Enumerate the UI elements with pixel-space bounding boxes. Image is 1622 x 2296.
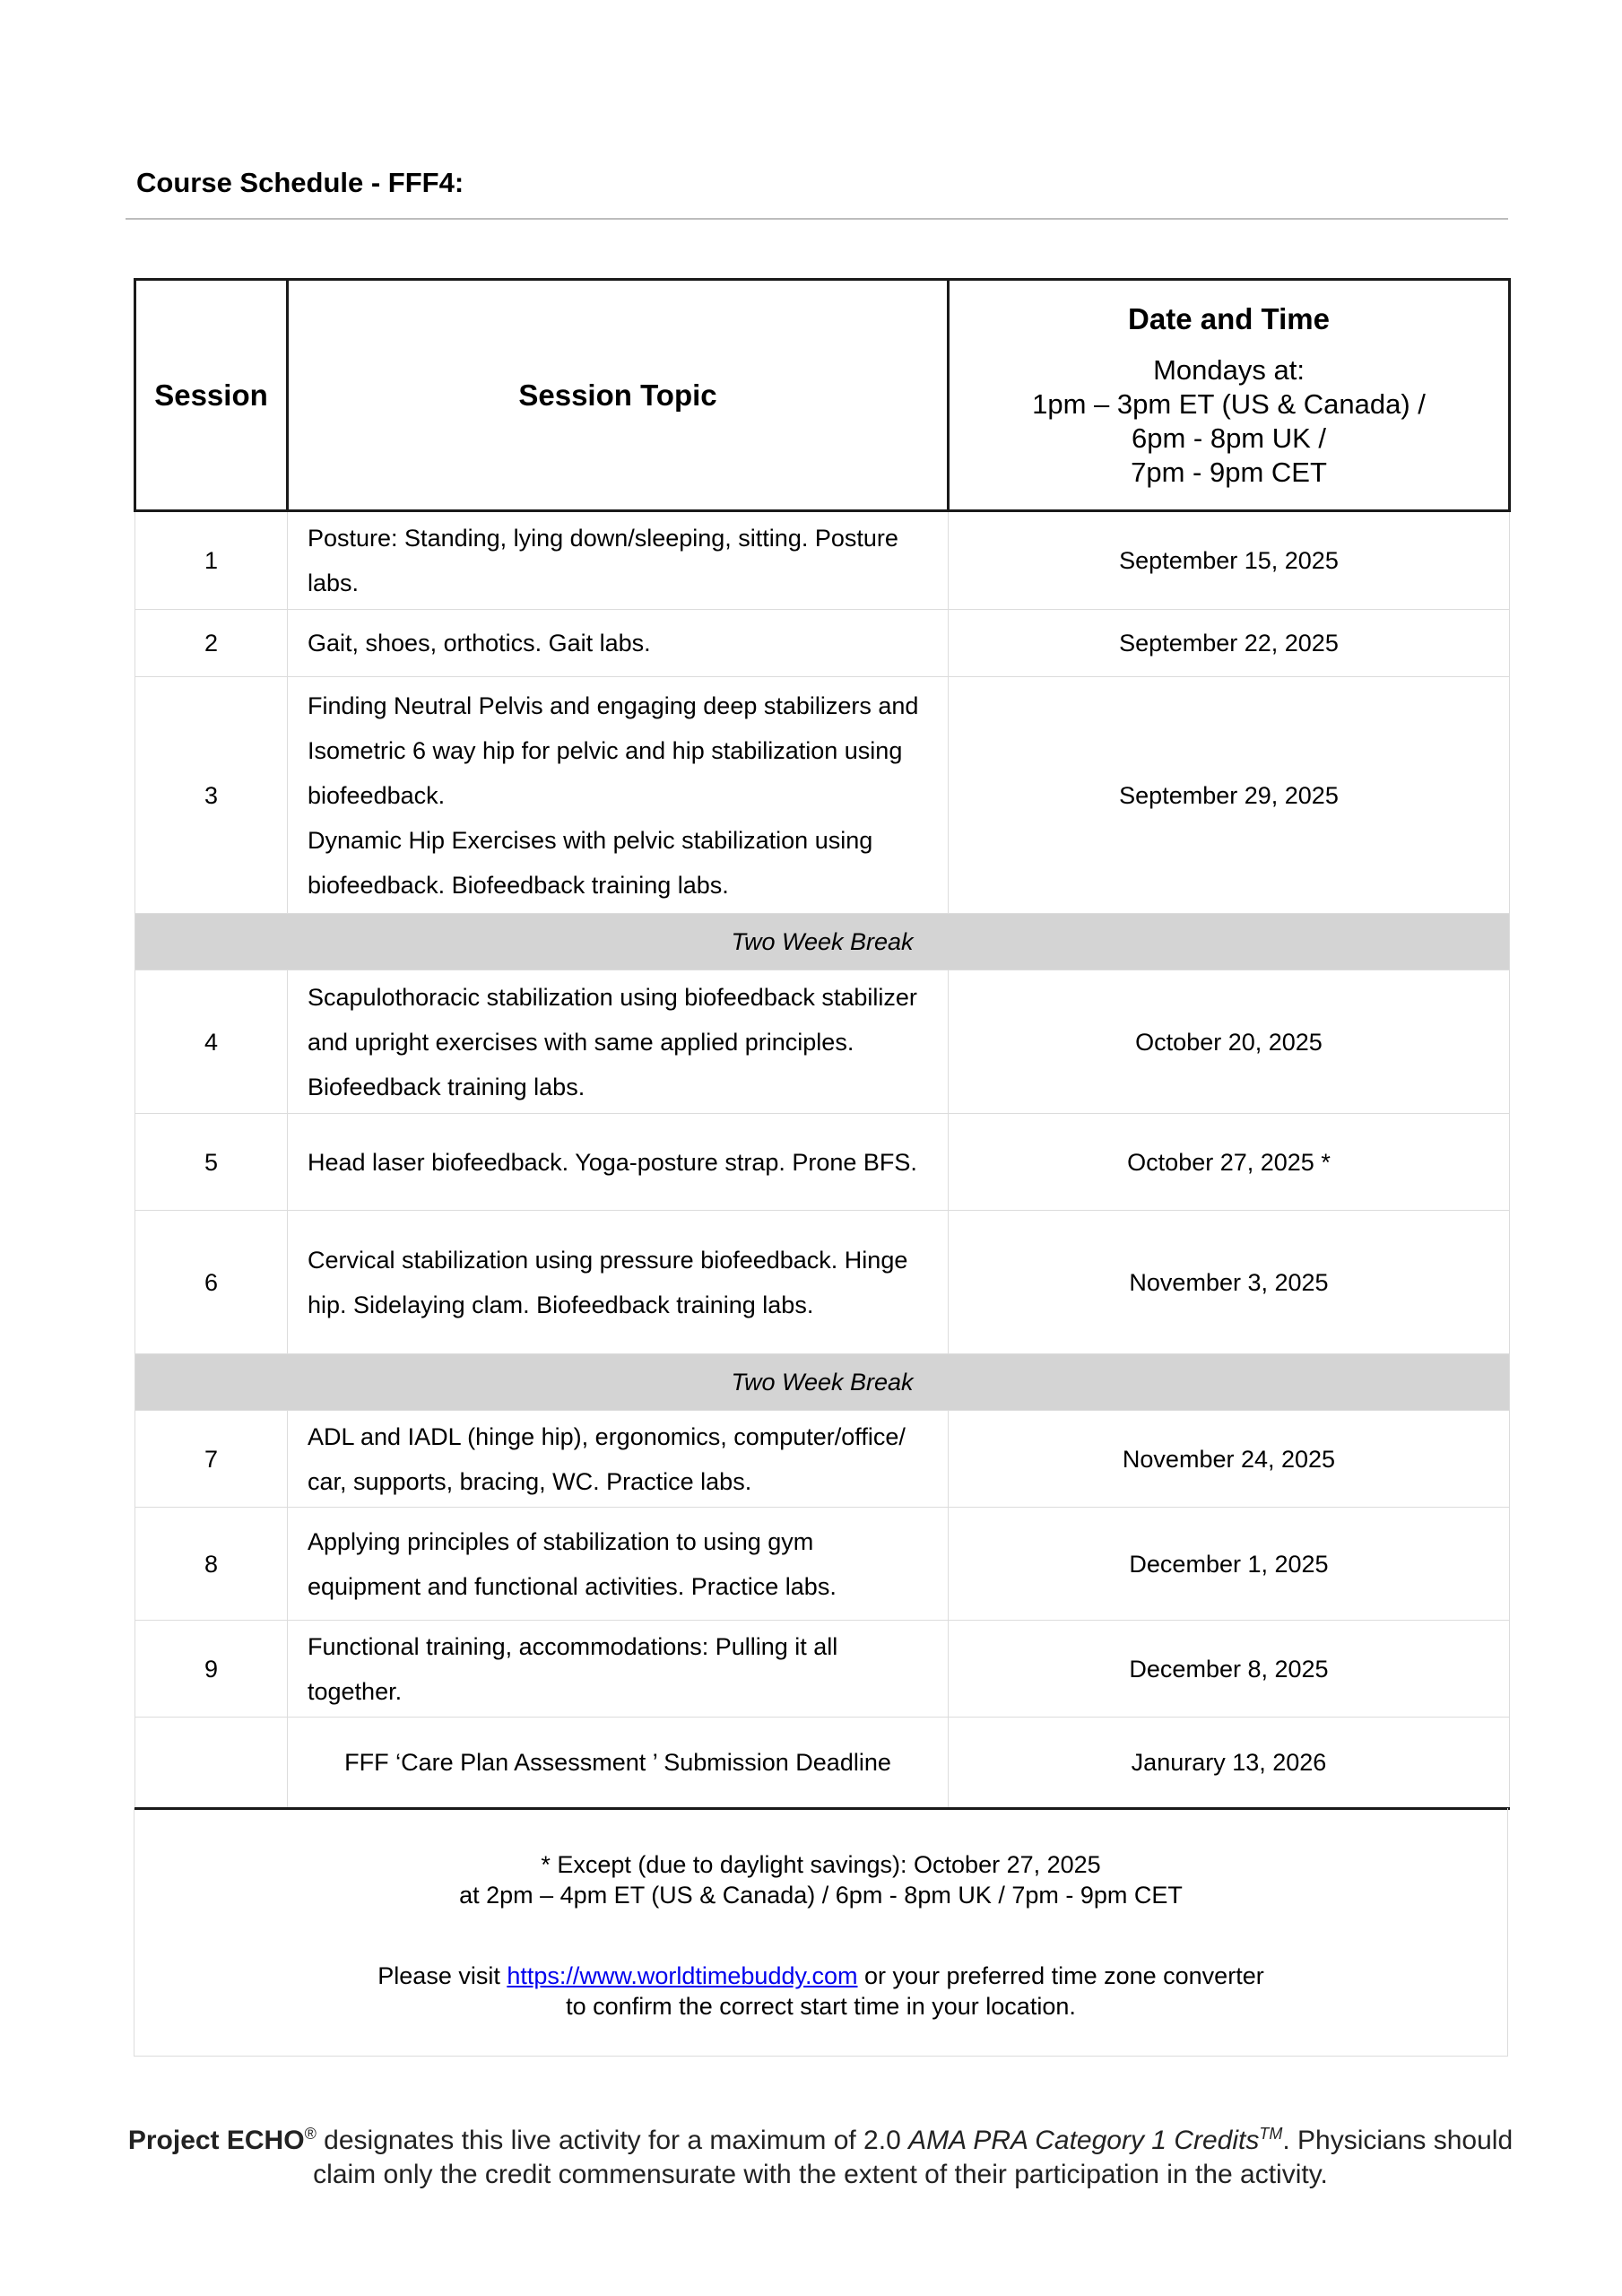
topic-line: Biofeedback training labs. xyxy=(308,1073,585,1100)
header-date-line: 6pm - 8pm UK / xyxy=(1131,422,1327,454)
header-topic: Session Topic xyxy=(288,280,949,511)
topic-line: Isometric 6 way hip for pelvic and hip stabilization using xyxy=(308,736,903,764)
table-row xyxy=(135,1508,1510,1621)
title-divider xyxy=(126,218,1508,220)
session-number: 1 xyxy=(135,511,288,610)
topic-line: equipment and functional activities. Practice labs. xyxy=(308,1572,837,1600)
visit-prefix: Please visit xyxy=(377,1962,507,1989)
session-number: 5 xyxy=(135,1114,288,1211)
topic-line: together. xyxy=(308,1677,403,1705)
session-date: September 15, 2025 xyxy=(949,511,1510,610)
topic-line: Applying principles of stabilization to using gym xyxy=(308,1527,814,1555)
accreditation-statement xyxy=(108,2117,1533,2192)
registered-mark: ® xyxy=(304,2125,317,2143)
trademark: TM xyxy=(1259,2125,1283,2143)
topic-line: FFF ‘Care Plan Assessment ’ Submission Deadline xyxy=(344,1749,891,1776)
session-topic xyxy=(288,1718,949,1809)
topic-line: Head laser biofeedback. Yoga-posture strap. Prone BFS. xyxy=(308,1148,917,1176)
topic-line: and upright exercises with same applied principles. xyxy=(308,1028,854,1056)
header-date-line: Mondays at: xyxy=(1153,353,1305,386)
topic-line: biofeedback. Biofeedback training labs. xyxy=(308,871,729,899)
table-header-row xyxy=(135,280,1510,511)
session-number xyxy=(135,1718,288,1809)
session-number: 3 xyxy=(135,677,288,914)
session-date: September 22, 2025 xyxy=(949,610,1510,677)
session-topic xyxy=(288,610,949,677)
session-number: 2 xyxy=(135,610,288,677)
table-row xyxy=(135,970,1510,1114)
page-title: Course Schedule - FFF4: xyxy=(136,167,464,198)
schedule-notes xyxy=(134,1808,1508,2057)
header-date-line: 7pm - 9pm CET xyxy=(1131,456,1327,488)
session-number: 8 xyxy=(135,1508,288,1621)
topic-line: Dynamic Hip Exercises with pelvic stabilization using xyxy=(308,826,873,854)
org-name: Project ECHO xyxy=(127,2126,305,2155)
topic-line: ADL and IADL (hinge hip), ergonomics, computer/office/ xyxy=(308,1422,906,1450)
break-row xyxy=(135,1354,1510,1411)
header-session: Session xyxy=(135,280,288,511)
header-date-title: Date and Time xyxy=(1128,301,1330,335)
table-row xyxy=(135,677,1510,914)
timezone-note xyxy=(134,1961,1507,1991)
footer-text: . Physicians should xyxy=(1282,2126,1514,2155)
session-topic xyxy=(288,1114,949,1211)
session-number: 9 xyxy=(135,1621,288,1718)
table-row xyxy=(135,1114,1510,1211)
header-date-time xyxy=(949,280,1510,511)
session-date: October 20, 2025 xyxy=(949,970,1510,1114)
session-number: 6 xyxy=(135,1211,288,1354)
session-topic xyxy=(288,1621,949,1718)
topic-line: Posture: Standing, lying down/sleeping, sitting. Posture xyxy=(308,525,898,552)
session-date: November 24, 2025 xyxy=(949,1411,1510,1508)
session-topic xyxy=(288,970,949,1114)
footer-line-2: claim only the credit commensurate with the extent of their participation in the activity. xyxy=(313,2160,1328,2189)
table-row xyxy=(135,1211,1510,1354)
worldtimebuddy-link[interactable]: https://www.worldtimebuddy.com xyxy=(507,1962,858,1989)
table-row xyxy=(135,1621,1510,1718)
session-date: September 29, 2025 xyxy=(949,677,1510,914)
dst-times: at 2pm – 4pm ET (US & Canada) / 6pm - 8pm UK / 7pm - 9pm CET xyxy=(459,1882,1183,1909)
session-date: December 8, 2025 xyxy=(949,1621,1510,1718)
topic-line: biofeedback. xyxy=(308,781,446,809)
topic-line: Gait, shoes, orthotics. Gait labs. xyxy=(308,630,651,657)
session-topic xyxy=(288,677,949,914)
session-date: November 3, 2025 xyxy=(949,1211,1510,1354)
session-date: October 27, 2025 * xyxy=(949,1114,1510,1211)
session-topic xyxy=(288,511,949,610)
session-number: 7 xyxy=(135,1411,288,1508)
table-row xyxy=(135,1411,1510,1508)
topic-line: Functional training, accommodations: Pulling it all xyxy=(308,1632,838,1660)
topic-line: Scapulothoracic stabilization using biofeedback stabilizer xyxy=(308,983,917,1011)
schedule-table xyxy=(134,278,1511,1810)
topic-line: Cervical stabilization using pressure biofeedback. Hinge xyxy=(308,1246,908,1274)
header-date-line: 1pm – 3pm ET (US & Canada) / xyxy=(1032,387,1426,420)
table-row xyxy=(135,511,1510,610)
session-date: December 1, 2025 xyxy=(949,1508,1510,1621)
break-row xyxy=(135,914,1510,970)
topic-line: Finding Neutral Pelvis and engaging deep stabilizers and xyxy=(308,691,919,719)
session-topic xyxy=(288,1508,949,1621)
confirm-note: to confirm the correct start time in your location. xyxy=(566,1993,1076,2020)
topic-line: hip. Sidelaying clam. Biofeedback training labs. xyxy=(308,1291,814,1318)
session-date: Janurary 13, 2026 xyxy=(949,1718,1510,1809)
credit-name: AMA PRA Category 1 Credits xyxy=(908,2126,1260,2155)
dst-note: * Except (due to daylight savings): October 27, 2025 xyxy=(541,1851,1101,1878)
visit-suffix: or your preferred time zone converter xyxy=(857,1962,1264,1989)
topic-line: labs. xyxy=(308,570,360,596)
session-number: 4 xyxy=(135,970,288,1114)
footer-text: designates this live activity for a maximum of 2.0 xyxy=(316,2126,909,2155)
table-row xyxy=(135,610,1510,677)
session-topic xyxy=(288,1411,949,1508)
topic-line: car, supports, bracing, WC. Practice labs. xyxy=(308,1467,752,1495)
table-row xyxy=(135,1718,1510,1809)
break-label: Two Week Break xyxy=(135,1354,1510,1411)
session-topic xyxy=(288,1211,949,1354)
break-label: Two Week Break xyxy=(135,914,1510,970)
